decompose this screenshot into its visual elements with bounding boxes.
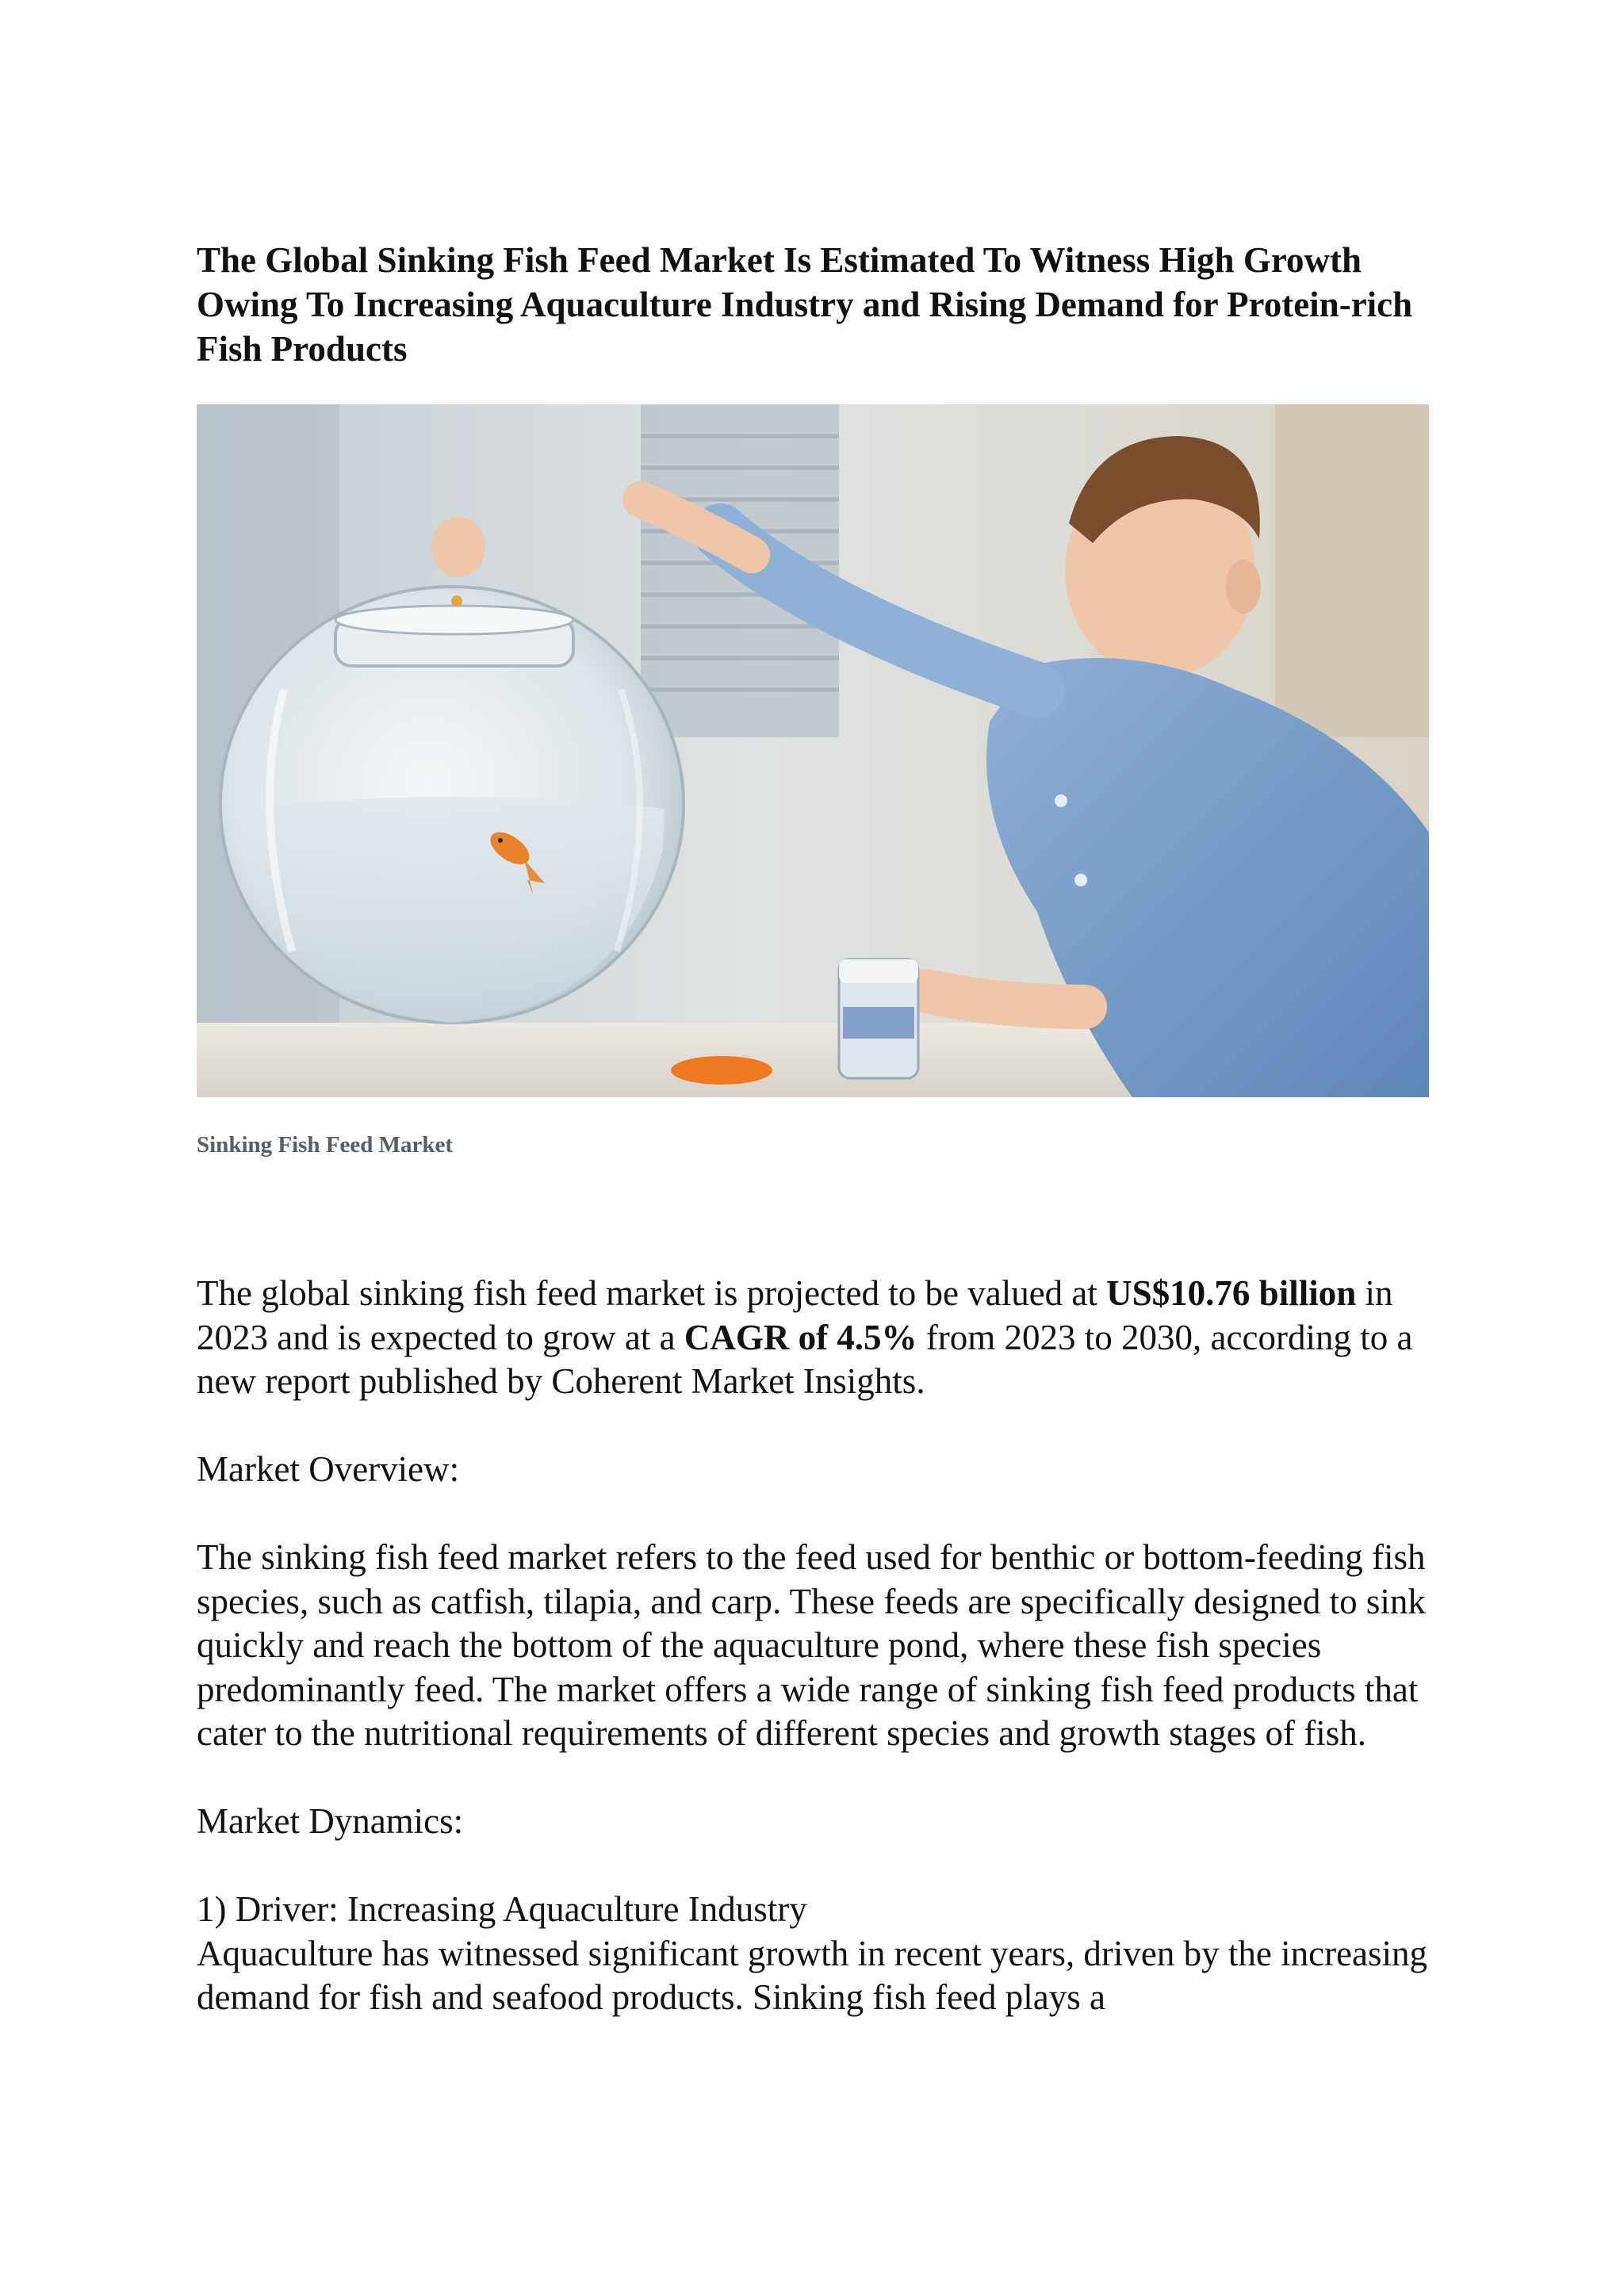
image-caption: Sinking Fish Feed Market [197,1132,454,1158]
market-dynamics-heading: Market Dynamics: [197,1801,464,1841]
intro-text-1: The global sinking fish feed market is projected to be valued at [197,1273,1107,1313]
driver-paragraph: Aquaculture has witnessed significant growth in recent years, driven by the increasing demand for fish and seafood products. Sinking fish feed plays a [197,1933,1428,2017]
market-value-highlight: US$10.76 billion [1106,1273,1357,1313]
intro-text-3: from 2023 to 2030, according to a new report published by Coherent Market Insights. [197,1317,1413,1401]
driver-heading: 1) Driver: Increasing Aquaculture Industry [197,1889,807,1929]
market-overview-paragraph: The sinking fish feed market refers to the feed used for benthic or bottom-feeding fish species, such as catfish, tilapia, and carp. These feeds are specifically designed to sink quickly and reach the bottom of the aquaculture pond, where these fish species predominantly feed. The market offers a wide range of sinking fish feed products that cater to the nutritional requirements of different species and growth stages of fish. [197,1537,1426,1753]
boy-feeding-goldfish-illustration [197,404,1429,1097]
market-overview-heading: Market Overview: [197,1449,460,1489]
cagr-highlight: CAGR of 4.5% [684,1317,917,1357]
intro-paragraph [197,1272,1450,1404]
intro-text-2: in 2023 and is expected to grow at a [197,1273,1393,1357]
article-title: The Global Sinking Fish Feed Market Is Estimated To Witness High Growth Owing To Increasing Aquaculture Industry and Rising Demand for Protein-rich Fish Products [197,240,1413,369]
article-body [197,1272,1450,2020]
hero-image [197,404,1429,1097]
